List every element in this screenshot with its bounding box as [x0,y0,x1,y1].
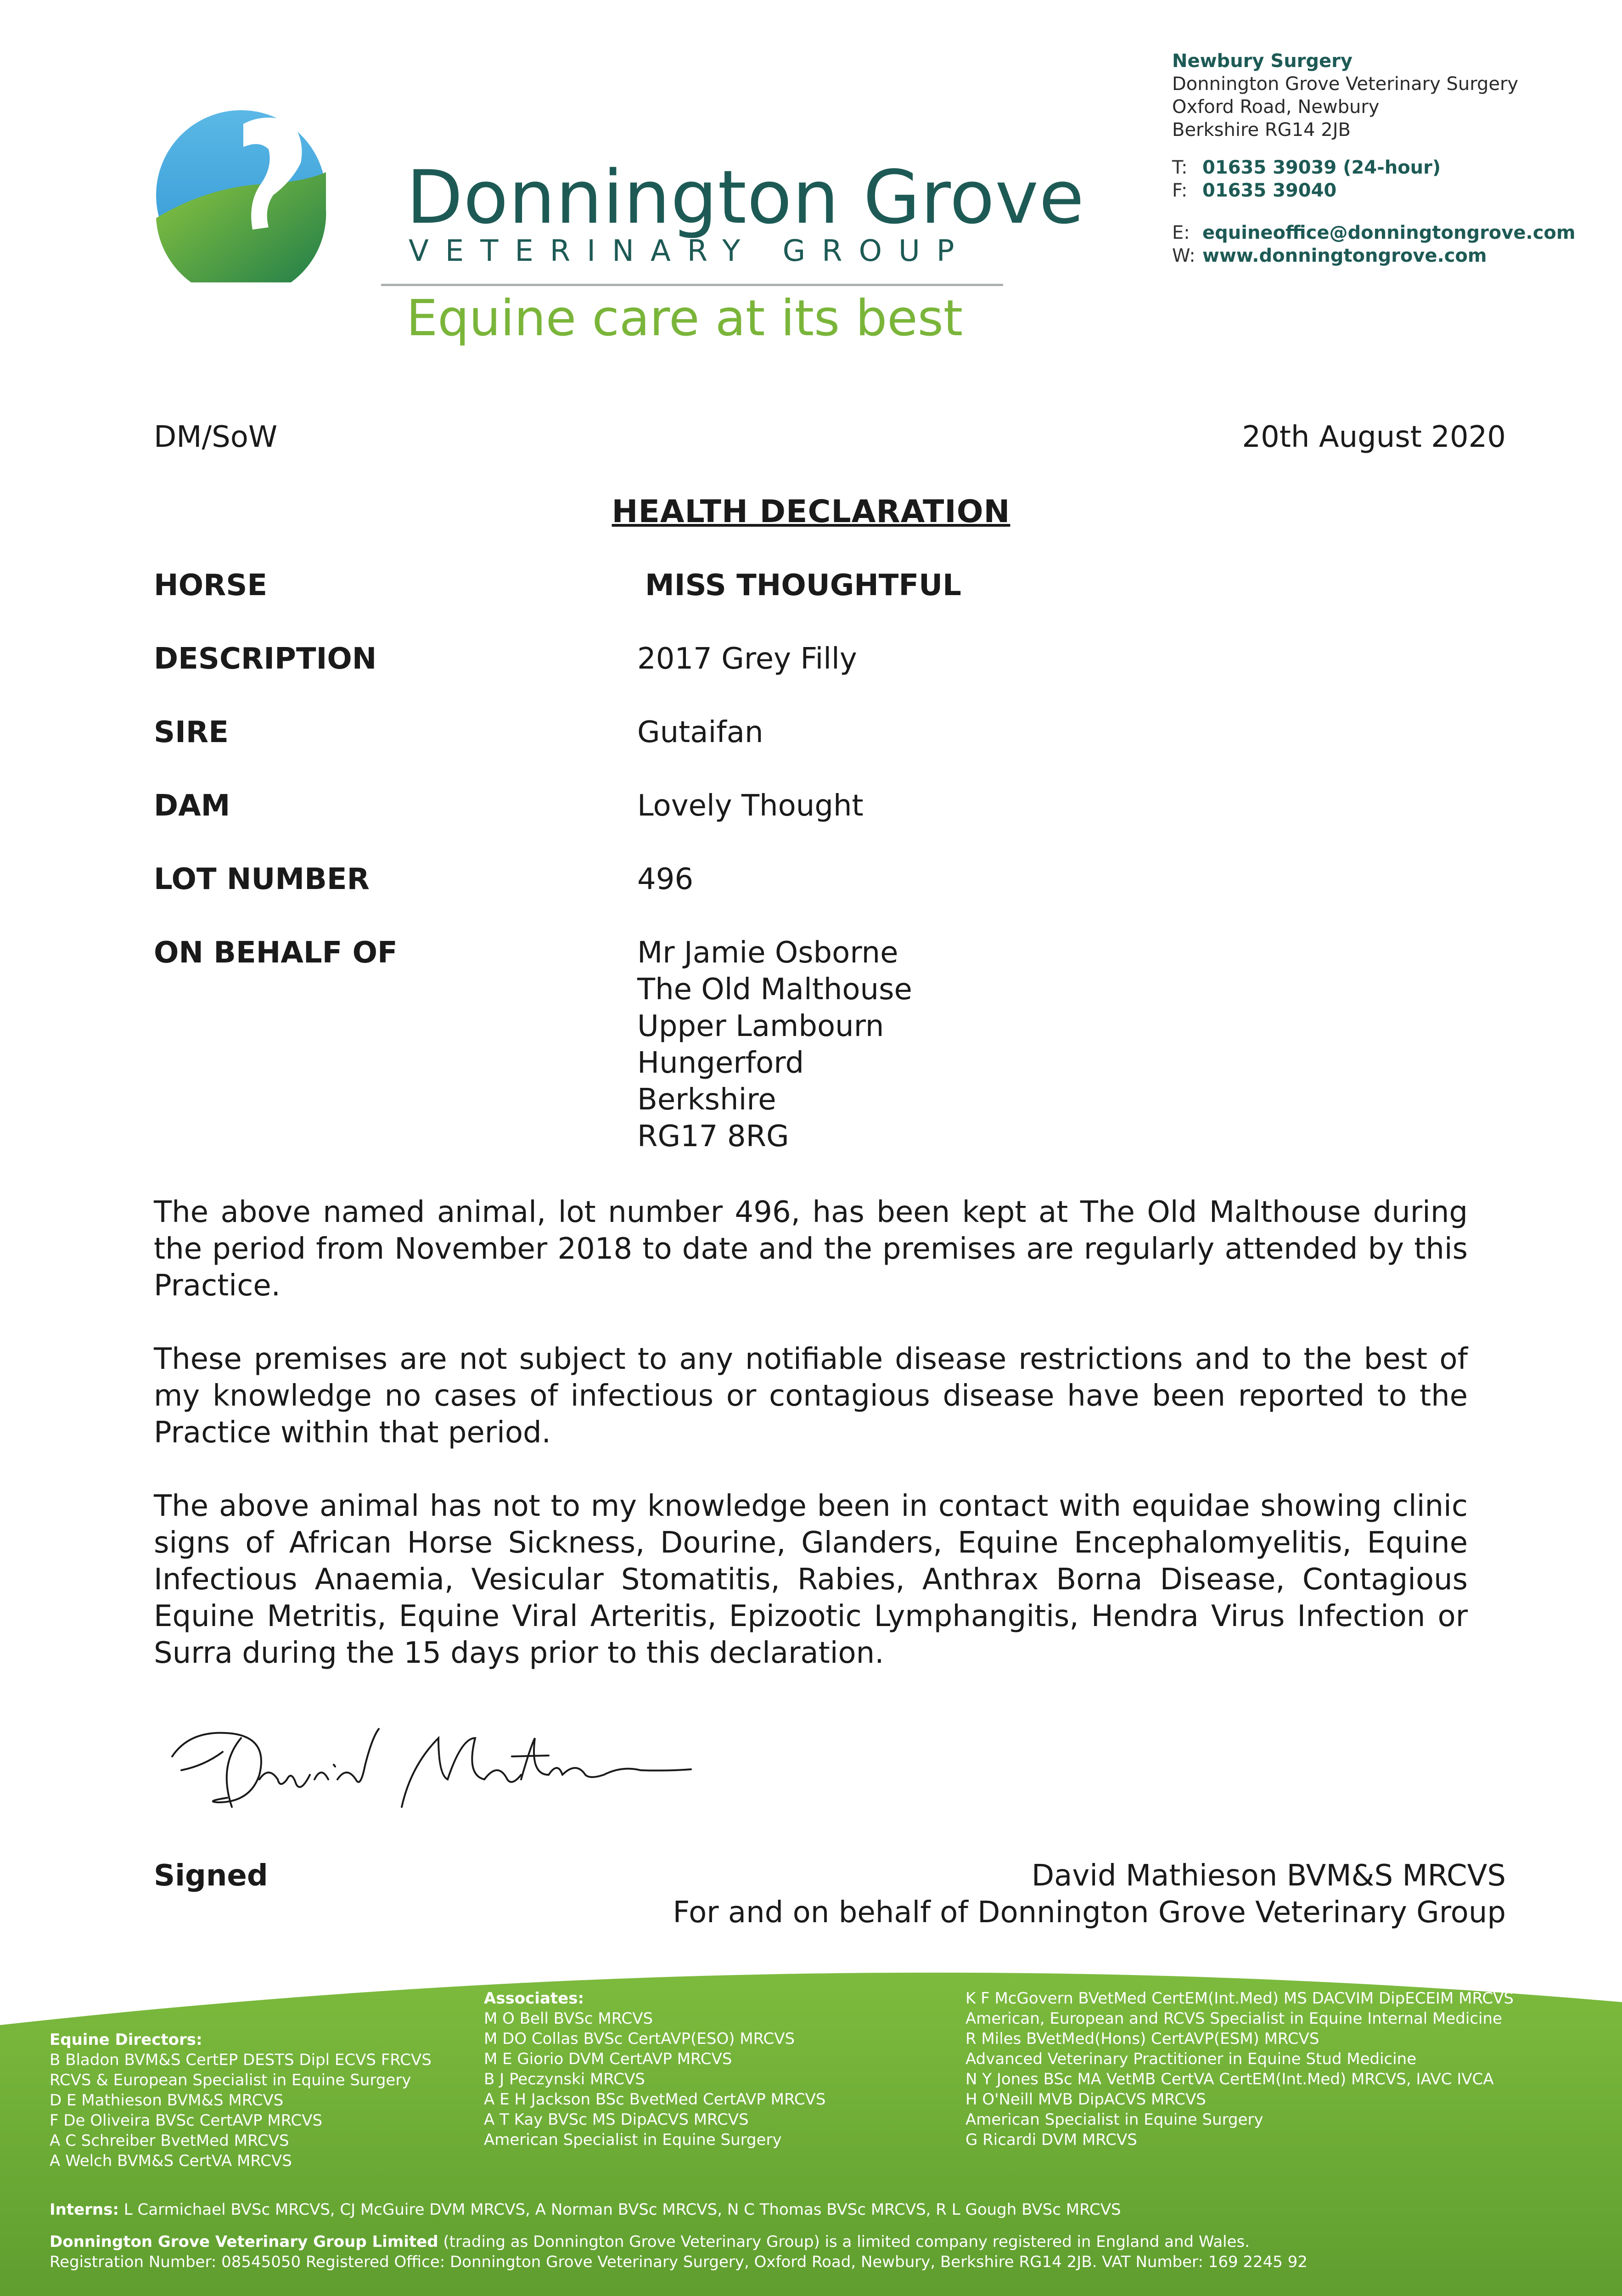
director-entry: RCVS & European Specialist in Equine Surgery [50,2071,411,2089]
handwritten-signature [163,1711,696,1821]
associate-entry: B J Peczynski MRCVS [484,2070,645,2088]
director-entry: D E Mathieson BVM&S MRCVS [50,2091,284,2110]
description-value: 2017 Grey Filly [637,642,857,676]
donnington-grove-logo [154,103,328,282]
company-info [50,2232,1308,2272]
phone-row [1172,156,1585,179]
declaration-paragraph-2: These premises are not subject to any notifiable disease restrictions and to the best of my knowledge no cases of infectious or contagious disease have been reported to the Practice within that period. [154,1342,1468,1450]
associate-entry: A T Kay BVSc MS DipACVS MRCVS [484,2110,749,2129]
behalf-line: Mr Jamie Osborne [637,936,898,970]
email-row [1172,221,1585,244]
brand-subtitle: VETERINARY GROUP [409,234,971,268]
specialist-entry: Advanced Veterinary Practitioner in Equine Stud Medicine [965,2050,1417,2068]
lot-number-label: LOT NUMBER [154,862,370,896]
interns-names: L Carmichael BVSc MRCVS, CJ McGuire DVM MRCVS, A Norman BVSc MRCVS, N C Thomas BVSc MRCVS, R L Gough BVSc MRCVS [123,2200,1121,2219]
lot-number-value: 496 [637,862,694,896]
fax-label: F: [1172,180,1188,201]
director-entry: B Bladon BVM&S CertEP DESTS Dipl ECVS FRCVS [50,2051,432,2069]
phone-label: T: [1172,157,1188,178]
specialist-entry: American Specialist in Equine Surgery [965,2110,1263,2129]
behalf-line: Upper Lambourn [637,1009,884,1043]
address-line-1: Donnington Grove Veterinary Surgery [1172,73,1519,95]
address-line-2: Oxford Road, Newbury [1172,96,1380,118]
brand-tagline: Equine care at its best [406,290,963,347]
web-row [1172,244,1585,267]
associate-entry: A E H Jackson BSc BvetMed CertAVP MRCVS [484,2090,826,2109]
address-line-3: Berkshire RG14 2JB [1172,119,1351,141]
directors-title: Equine Directors: [50,2031,202,2049]
associate-entry: American Specialist in Equine Surgery [484,2131,782,2149]
specialist-entry: R Miles BVetMed(Hons) CertAVP(ESM) MRCVS [965,2030,1319,2048]
director-entry: A C Schreiber BvetMed MRCVS [50,2132,289,2150]
brand-divider [381,284,1003,286]
letter-reference: DM/SoW [154,420,278,454]
behalf-line: Berkshire [637,1083,776,1117]
associate-entry: M O Bell BVSc MRCVS [484,2009,653,2028]
dam-label: DAM [154,789,230,823]
director-entry: F De Oliveira BVSc CertAVP MRCVS [50,2111,323,2130]
phone-number: 01635 39039 (24-hour) [1202,157,1441,178]
interns-title: Interns: [50,2200,119,2219]
directors-list [50,2030,432,2171]
behalf-line: The Old Malthouse [637,973,912,1007]
company-text: (trading as Donnington Grove Veterinary Group) is a limited company registered in England and Wales. [443,2233,1250,2251]
specialist-entry: N Y Jones BSc MA VetMB CertVA CertEM(Int.Med) MRCVS, IAVC IVCA [965,2070,1494,2088]
associate-entry: M DO Collas BVSc CertAVP(ESO) MRCVS [484,2030,795,2048]
specialist-entry: American, European and RCVS Specialist in Equine Internal Medicine [965,2009,1502,2028]
fax-row [1172,179,1585,202]
associates-list [484,1988,825,2150]
dam-value: Lovely Thought [637,789,864,823]
horse-value: MISS THOUGHTFUL [645,568,961,602]
on-behalf-of-address [637,934,912,1155]
signed-label: Signed [154,1859,268,1893]
director-entry: A Welch BVM&S CertVA MRCVS [50,2152,292,2170]
registration-line: Registration Number: 08545050 Registered Office: Donnington Grove Veterinary Surgery, Oxford Road, Newbury, Berkshire RG14 2JB. VAT Number: 169 2245 92 [50,2253,1308,2271]
sire-label: SIRE [154,715,229,749]
declaration-paragraph-1: The above named animal, lot number 496, has been kept at The Old Malthouse during the period from November 2018 to date and the premises are regularly attended by this Practice. [154,1195,1468,1303]
signer-block [673,1857,1506,1931]
fax-number: 01635 39040 [1202,180,1337,201]
description-label: DESCRIPTION [154,642,377,676]
letter-date: 20th August 2020 [1242,420,1506,454]
specialist-entry: K F McGovern BVetMed CertEM(Int.Med) MS DACVIM DipECEIM MRCVS [965,1989,1514,2008]
web-label: W: [1172,245,1195,266]
declaration-paragraph-3: The above animal has not to my knowledge been in contact with equidae showing clinic signs of African Horse Sickness, Dourine, Glanders, Equine Encephalomyelitis, Equine Infectious Anaemia, Vesicular Stomatitis, Rabies, Anthrax Borna Disease, Contagious Equine Metritis, Equine Viral Arteritis, Epizootic Lymphangitis, Hendra Virus Infection or Surra during the 15 days prior to this declaration. [154,1489,1468,1670]
sire-value: Gutaifan [637,715,763,749]
associates-title: Associates: [484,1989,584,2008]
specialist-entry: H O'Neill MVB DipACVS MRCVS [965,2090,1206,2109]
signer-name: David Mathieson BVM&S MRCVS [1031,1859,1506,1893]
company-name: Donnington Grove Veterinary Group Limited [50,2233,438,2251]
behalf-line: Hungerford [637,1046,804,1080]
horse-label: HORSE [154,568,268,602]
contact-block [1172,50,1585,267]
signer-role: For and on behalf of Donnington Grove Veterinary Group [673,1896,1506,1930]
website-link[interactable]: www.donningtongrove.com [1202,245,1487,266]
company-line [50,2232,1308,2252]
on-behalf-of-label: ON BEHALF OF [154,936,398,970]
document-title: HEALTH DECLARATION [612,494,1010,530]
email-label: E: [1172,222,1190,243]
email-link[interactable]: equineoffice@donningtongrove.com [1202,222,1576,243]
specialists-list [965,1988,1514,2150]
associate-entry: M E Giorio DVM CertAVP MRCVS [484,2050,732,2068]
behalf-line: RG17 8RG [637,1120,789,1154]
interns-line [50,2200,1121,2220]
brand-name: Donnington Grove [406,154,1085,240]
office-name: Newbury Surgery [1172,51,1353,72]
specialist-entry: G Ricardi DVM MRCVS [965,2131,1137,2149]
